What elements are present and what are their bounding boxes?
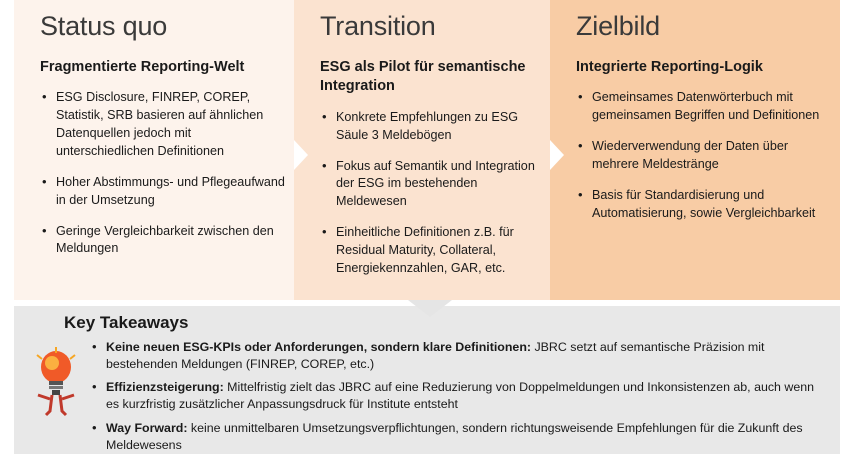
arrow-right-icon <box>294 140 308 170</box>
key-takeaways-panel <box>14 306 840 454</box>
column-title: Transition <box>320 11 436 41</box>
list-item <box>90 379 816 412</box>
list-item: • Wiederverwendung der Daten über mehrere Meldestränge <box>576 138 822 174</box>
column-bullet-list <box>40 89 286 258</box>
list-item: • Fokus auf Semantik und Integration der ESG im bestehenden Meldewesen <box>320 158 542 212</box>
list-item: • Einheitliche Definitionen z.B. für Residual Maturity, Collateral, Energiekennzahlen, GAR, etc. <box>320 224 542 278</box>
takeaway-lead: Effizienzsteigerung: <box>106 380 224 395</box>
list-item: • Gemeinsames Datenwörterbuch mit gemeinsamen Begriffen und Definitionen <box>576 89 822 125</box>
list-item: • Geringe Vergleichbarkeit zwischen den Meldungen <box>40 223 286 259</box>
column-subtitle: Integrierte Reporting-Logik <box>576 58 763 75</box>
column-title: Zielbild <box>576 11 660 41</box>
takeaway-lead: Keine neuen ESG-KPIs oder Anforderungen, sondern klare Definitionen: <box>106 340 532 354</box>
key-takeaways-title: Key Takeaways <box>64 313 189 332</box>
stage-column-zielbild <box>550 0 840 300</box>
takeaway-text: Mittelfristig zielt das JBRC auf eine Reduzierung von Doppelmeldungen und Inkonsistenzen ab, auch wenn es kurzfristig zusätzlicher Anpassungsdruck für Institute entsteht <box>106 380 814 412</box>
takeaway-text: keine unmittelbaren Umsetzungsverpflichtungen, sondern richtungsweisende Empfehlungen für die Zukunft des Meldewesens <box>106 420 803 452</box>
arrow-right-icon <box>550 140 564 170</box>
key-takeaways-list <box>84 339 826 460</box>
list-item <box>90 339 816 372</box>
list-item: • Basis für Standardisierung und Automatisierung, sowie Vergleichbarkeit <box>576 187 822 223</box>
list-item: • Konkrete Empfehlungen zu ESG Säule 3 Meldebögen <box>320 109 542 145</box>
stage-column-status-quo <box>14 0 304 300</box>
column-subtitle: ESG als Pilot für semantische Integration <box>320 58 526 95</box>
lightbulb-idea-icon <box>28 345 84 419</box>
takeaway-lead: Way Forward: <box>106 420 188 435</box>
column-title: Status quo <box>40 11 168 41</box>
column-subtitle: Fragmentierte Reporting-Welt <box>40 58 245 75</box>
list-item: • ESG Disclosure, FINREP, COREP, Statistik, SRB basieren auf ähnlichen Datenquellen jedoch mit unterschiedlichen Definitionen <box>40 89 286 161</box>
column-bullet-list <box>576 89 822 222</box>
stage-column-transition <box>294 0 560 300</box>
takeaway-text: JBRC setzt auf semantische Präzision mit bestehenden Meldungen (FINREP, COREP, etc.) <box>106 340 765 371</box>
arrow-down-icon <box>408 300 452 317</box>
list-item <box>90 420 816 453</box>
column-bullet-list <box>320 109 542 278</box>
list-item: • Hoher Abstimmungs- und Pflegeaufwand in der Umsetzung <box>40 174 286 210</box>
